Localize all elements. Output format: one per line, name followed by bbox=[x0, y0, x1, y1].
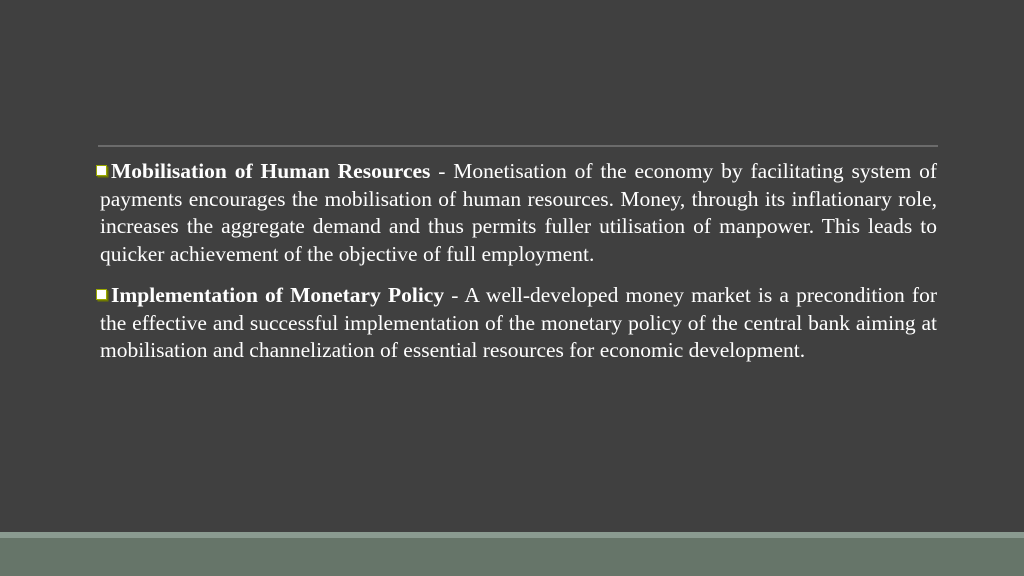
bullet-body: Monetisation of the economy by facilitating system of payments encourages the mobilisation of human resources. Money, through its inflationary role, increases the aggregate demand and thus permits fuller utilisation of manpower. This leads to quicker achievement of the objective of full employment. bbox=[100, 159, 937, 266]
bullet-separator: - bbox=[444, 283, 465, 307]
square-bullet-icon bbox=[96, 165, 107, 176]
bullet-item-human-resources bbox=[98, 158, 937, 268]
bullet-separator: - bbox=[430, 159, 454, 183]
slide-body bbox=[98, 158, 937, 379]
bullet-title: Mobilisation of Human Resources bbox=[111, 159, 431, 183]
title-divider bbox=[98, 145, 938, 147]
square-bullet-icon bbox=[96, 289, 107, 300]
bullet-body: A well-developed money market is a precondition for the effective and successful implementation of the monetary policy of the central bank aiming at mobilisation and channelization of essential resources for economic development. bbox=[100, 283, 937, 362]
bullet-title: Implementation of Monetary Policy bbox=[111, 283, 445, 307]
footer-band bbox=[0, 538, 1024, 576]
bullet-item-monetary-policy bbox=[98, 282, 937, 365]
